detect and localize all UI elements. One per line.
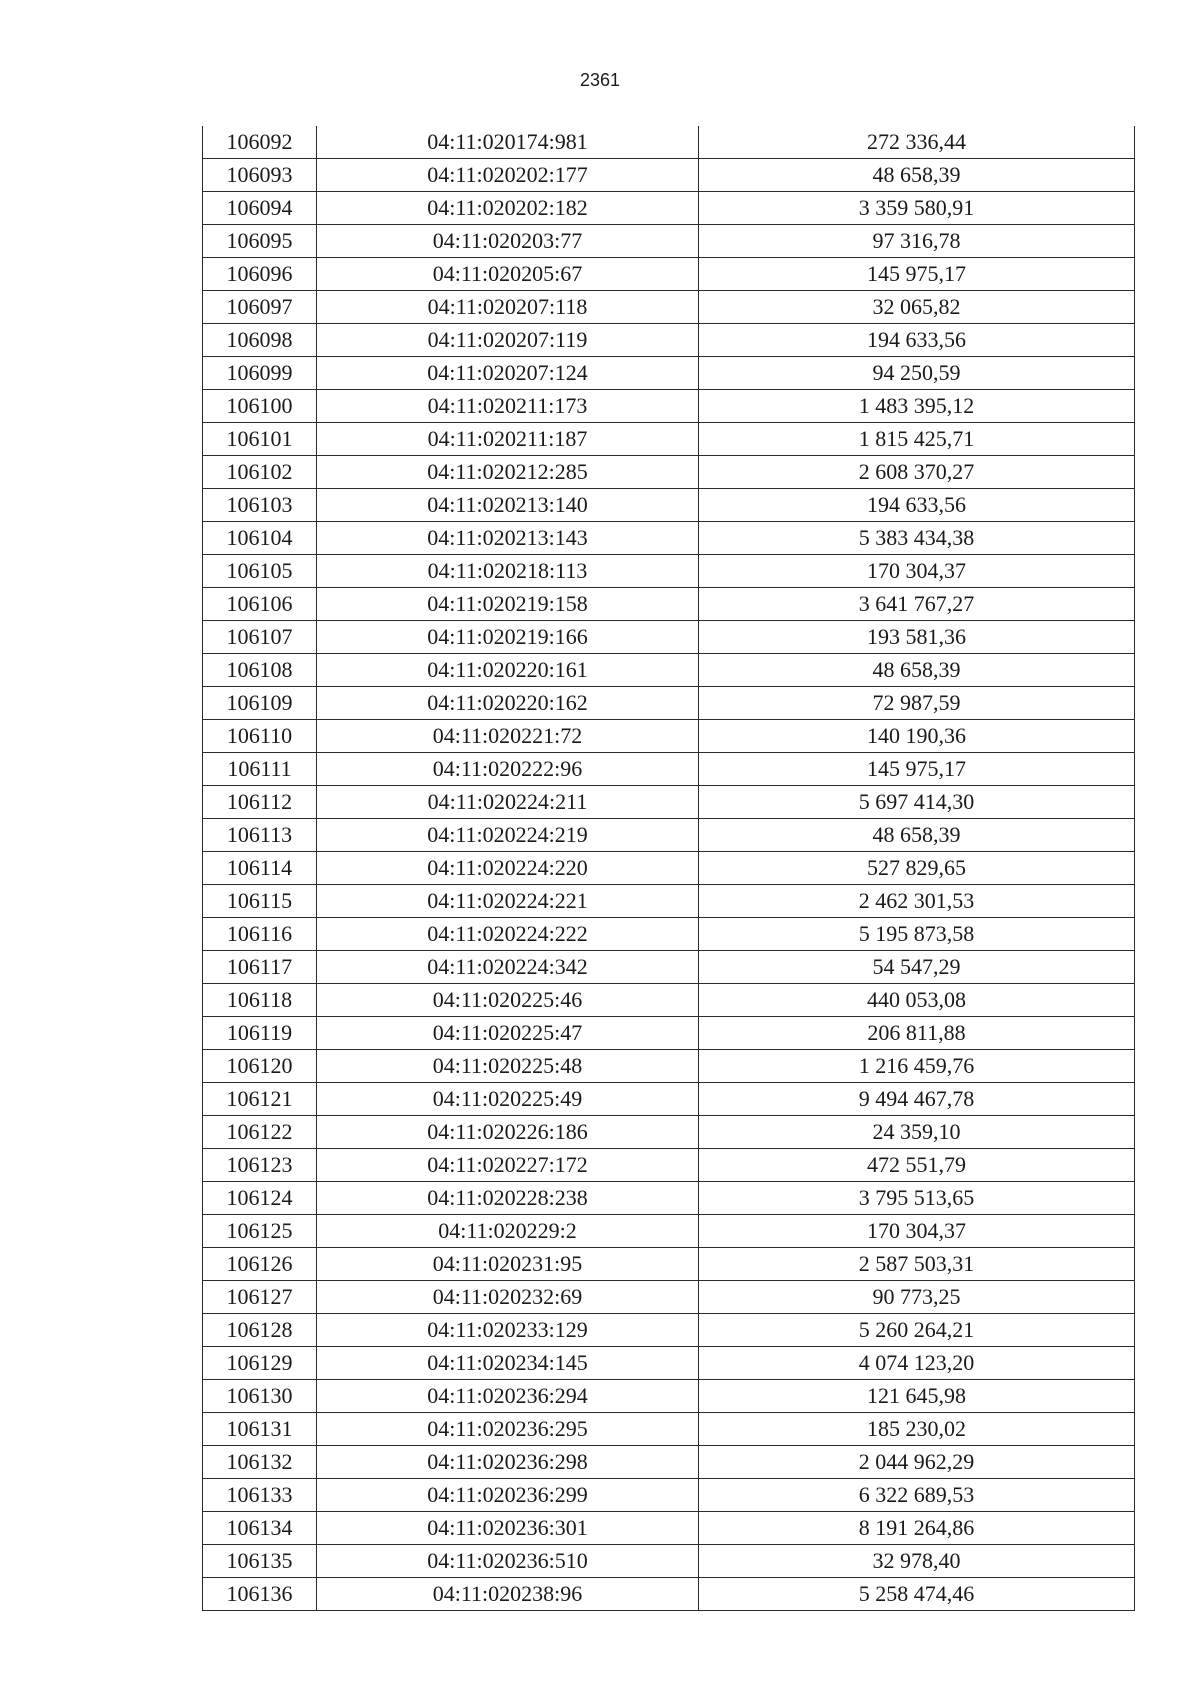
cadastral-number-cell: 04:11:020218:113 xyxy=(317,555,699,588)
cadastral-number-cell: 04:11:020207:118 xyxy=(317,291,699,324)
table-row xyxy=(203,1347,1135,1380)
amount-cell: 2 608 370,27 xyxy=(699,456,1135,489)
row-number-cell: 106105 xyxy=(203,555,317,588)
cadastral-number-cell: 04:11:020212:285 xyxy=(317,456,699,489)
table-row xyxy=(203,1512,1135,1545)
cadastral-number-cell: 04:11:020224:222 xyxy=(317,918,699,951)
cadastral-number-cell: 04:11:020236:510 xyxy=(317,1545,699,1578)
table-row xyxy=(203,1083,1135,1116)
amount-cell: 170 304,37 xyxy=(699,555,1135,588)
cadastral-number-cell: 04:11:020224:211 xyxy=(317,786,699,819)
cadastral-number-cell: 04:11:020233:129 xyxy=(317,1314,699,1347)
cadastral-number-cell: 04:11:020232:69 xyxy=(317,1281,699,1314)
amount-cell: 97 316,78 xyxy=(699,225,1135,258)
cadastral-number-cell: 04:11:020221:72 xyxy=(317,720,699,753)
table-row xyxy=(203,522,1135,555)
amount-cell: 32 978,40 xyxy=(699,1545,1135,1578)
table-row xyxy=(203,357,1135,390)
amount-cell: 48 658,39 xyxy=(699,654,1135,687)
amount-cell: 3 795 513,65 xyxy=(699,1182,1135,1215)
amount-cell: 72 987,59 xyxy=(699,687,1135,720)
cadastral-number-cell: 04:11:020205:67 xyxy=(317,258,699,291)
amount-cell: 272 336,44 xyxy=(699,126,1135,159)
amount-cell: 440 053,08 xyxy=(699,984,1135,1017)
amount-cell: 48 658,39 xyxy=(699,159,1135,192)
table-row xyxy=(203,1578,1135,1611)
amount-cell: 5 383 434,38 xyxy=(699,522,1135,555)
row-number-cell: 106116 xyxy=(203,918,317,951)
row-number-cell: 106117 xyxy=(203,951,317,984)
table-row xyxy=(203,1380,1135,1413)
amount-cell: 4 074 123,20 xyxy=(699,1347,1135,1380)
table-row xyxy=(203,423,1135,456)
table-row xyxy=(203,159,1135,192)
row-number-cell: 106112 xyxy=(203,786,317,819)
registry-table xyxy=(202,126,1135,1611)
row-number-cell: 106127 xyxy=(203,1281,317,1314)
row-number-cell: 106133 xyxy=(203,1479,317,1512)
cadastral-number-cell: 04:11:020213:140 xyxy=(317,489,699,522)
table-row xyxy=(203,1017,1135,1050)
row-number-cell: 106110 xyxy=(203,720,317,753)
cadastral-number-cell: 04:11:020236:295 xyxy=(317,1413,699,1446)
table-row xyxy=(203,192,1135,225)
cadastral-number-cell: 04:11:020238:96 xyxy=(317,1578,699,1611)
row-number-cell: 106115 xyxy=(203,885,317,918)
amount-cell: 185 230,02 xyxy=(699,1413,1135,1446)
amount-cell: 472 551,79 xyxy=(699,1149,1135,1182)
row-number-cell: 106121 xyxy=(203,1083,317,1116)
row-number-cell: 106107 xyxy=(203,621,317,654)
row-number-cell: 106098 xyxy=(203,324,317,357)
amount-cell: 24 359,10 xyxy=(699,1116,1135,1149)
table-row xyxy=(203,753,1135,786)
table-row xyxy=(203,1182,1135,1215)
table-row xyxy=(203,390,1135,423)
table-row xyxy=(203,1116,1135,1149)
row-number-cell: 106101 xyxy=(203,423,317,456)
amount-cell: 193 581,36 xyxy=(699,621,1135,654)
table-row xyxy=(203,1050,1135,1083)
cadastral-number-cell: 04:11:020213:143 xyxy=(317,522,699,555)
table-row xyxy=(203,1248,1135,1281)
amount-cell: 194 633,56 xyxy=(699,324,1135,357)
row-number-cell: 106095 xyxy=(203,225,317,258)
amount-cell: 2 587 503,31 xyxy=(699,1248,1135,1281)
table-row xyxy=(203,489,1135,522)
row-number-cell: 106099 xyxy=(203,357,317,390)
cadastral-number-cell: 04:11:020224:342 xyxy=(317,951,699,984)
cadastral-number-cell: 04:11:020225:48 xyxy=(317,1050,699,1083)
cadastral-number-cell: 04:11:020207:124 xyxy=(317,357,699,390)
amount-cell: 5 260 264,21 xyxy=(699,1314,1135,1347)
amount-cell: 2 044 962,29 xyxy=(699,1446,1135,1479)
amount-cell: 3 359 580,91 xyxy=(699,192,1135,225)
row-number-cell: 106111 xyxy=(203,753,317,786)
table-row xyxy=(203,324,1135,357)
table-row xyxy=(203,1479,1135,1512)
table-row xyxy=(203,654,1135,687)
row-number-cell: 106129 xyxy=(203,1347,317,1380)
table-row xyxy=(203,918,1135,951)
table-row xyxy=(203,819,1135,852)
amount-cell: 5 697 414,30 xyxy=(699,786,1135,819)
row-number-cell: 106126 xyxy=(203,1248,317,1281)
row-number-cell: 106123 xyxy=(203,1149,317,1182)
cadastral-number-cell: 04:11:020228:238 xyxy=(317,1182,699,1215)
row-number-cell: 106100 xyxy=(203,390,317,423)
row-number-cell: 106124 xyxy=(203,1182,317,1215)
amount-cell: 8 191 264,86 xyxy=(699,1512,1135,1545)
cadastral-number-cell: 04:11:020236:294 xyxy=(317,1380,699,1413)
row-number-cell: 106131 xyxy=(203,1413,317,1446)
cadastral-number-cell: 04:11:020219:166 xyxy=(317,621,699,654)
amount-cell: 48 658,39 xyxy=(699,819,1135,852)
table-row xyxy=(203,1281,1135,1314)
amount-cell: 145 975,17 xyxy=(699,753,1135,786)
cadastral-number-cell: 04:11:020202:177 xyxy=(317,159,699,192)
row-number-cell: 106122 xyxy=(203,1116,317,1149)
amount-cell: 90 773,25 xyxy=(699,1281,1135,1314)
row-number-cell: 106096 xyxy=(203,258,317,291)
row-number-cell: 106114 xyxy=(203,852,317,885)
cadastral-number-cell: 04:11:020211:173 xyxy=(317,390,699,423)
cadastral-number-cell: 04:11:020203:77 xyxy=(317,225,699,258)
table-row xyxy=(203,456,1135,489)
row-number-cell: 106132 xyxy=(203,1446,317,1479)
cadastral-number-cell: 04:11:020236:298 xyxy=(317,1446,699,1479)
cadastral-number-cell: 04:11:020225:49 xyxy=(317,1083,699,1116)
cadastral-number-cell: 04:11:020227:172 xyxy=(317,1149,699,1182)
cadastral-number-cell: 04:11:020229:2 xyxy=(317,1215,699,1248)
table-row xyxy=(203,885,1135,918)
cadastral-number-cell: 04:11:020211:187 xyxy=(317,423,699,456)
cadastral-number-cell: 04:11:020202:182 xyxy=(317,192,699,225)
row-number-cell: 106093 xyxy=(203,159,317,192)
table-row xyxy=(203,984,1135,1017)
table-row xyxy=(203,1314,1135,1347)
cadastral-number-cell: 04:11:020207:119 xyxy=(317,324,699,357)
table-row xyxy=(203,951,1135,984)
row-number-cell: 106108 xyxy=(203,654,317,687)
amount-cell: 94 250,59 xyxy=(699,357,1135,390)
cadastral-number-cell: 04:11:020231:95 xyxy=(317,1248,699,1281)
amount-cell: 145 975,17 xyxy=(699,258,1135,291)
row-number-cell: 106125 xyxy=(203,1215,317,1248)
cadastral-number-cell: 04:11:020224:220 xyxy=(317,852,699,885)
cadastral-number-cell: 04:11:020220:162 xyxy=(317,687,699,720)
amount-cell: 170 304,37 xyxy=(699,1215,1135,1248)
row-number-cell: 106134 xyxy=(203,1512,317,1545)
amount-cell: 194 633,56 xyxy=(699,489,1135,522)
amount-cell: 5 195 873,58 xyxy=(699,918,1135,951)
amount-cell: 527 829,65 xyxy=(699,852,1135,885)
row-number-cell: 106109 xyxy=(203,687,317,720)
table-row xyxy=(203,786,1135,819)
cadastral-number-cell: 04:11:020224:221 xyxy=(317,885,699,918)
table-row xyxy=(203,687,1135,720)
table-row xyxy=(203,1413,1135,1446)
page-number: 2361 xyxy=(579,70,621,90)
table-row xyxy=(203,1545,1135,1578)
table-row xyxy=(203,621,1135,654)
row-number-cell: 106094 xyxy=(203,192,317,225)
amount-cell: 6 322 689,53 xyxy=(699,1479,1135,1512)
row-number-cell: 106128 xyxy=(203,1314,317,1347)
amount-cell: 54 547,29 xyxy=(699,951,1135,984)
table-row xyxy=(203,720,1135,753)
row-number-cell: 106135 xyxy=(203,1545,317,1578)
cadastral-number-cell: 04:11:020226:186 xyxy=(317,1116,699,1149)
cadastral-number-cell: 04:11:020224:219 xyxy=(317,819,699,852)
cadastral-number-cell: 04:11:020219:158 xyxy=(317,588,699,621)
table-row xyxy=(203,1446,1135,1479)
table-row xyxy=(203,555,1135,588)
cadastral-number-cell: 04:11:020234:145 xyxy=(317,1347,699,1380)
table-row xyxy=(203,225,1135,258)
cadastral-number-cell: 04:11:020225:46 xyxy=(317,984,699,1017)
amount-cell: 32 065,82 xyxy=(699,291,1135,324)
row-number-cell: 106106 xyxy=(203,588,317,621)
amount-cell: 1 815 425,71 xyxy=(699,423,1135,456)
table-row xyxy=(203,588,1135,621)
cadastral-number-cell: 04:11:020225:47 xyxy=(317,1017,699,1050)
table-row xyxy=(203,258,1135,291)
amount-cell: 140 190,36 xyxy=(699,720,1135,753)
cadastral-number-cell: 04:11:020236:299 xyxy=(317,1479,699,1512)
amount-cell: 2 462 301,53 xyxy=(699,885,1135,918)
amount-cell: 1 483 395,12 xyxy=(699,390,1135,423)
row-number-cell: 106103 xyxy=(203,489,317,522)
amount-cell: 9 494 467,78 xyxy=(699,1083,1135,1116)
row-number-cell: 106118 xyxy=(203,984,317,1017)
table-row xyxy=(203,1215,1135,1248)
cadastral-number-cell: 04:11:020222:96 xyxy=(317,753,699,786)
row-number-cell: 106113 xyxy=(203,819,317,852)
amount-cell: 5 258 474,46 xyxy=(699,1578,1135,1611)
row-number-cell: 106119 xyxy=(203,1017,317,1050)
table-row xyxy=(203,291,1135,324)
amount-cell: 3 641 767,27 xyxy=(699,588,1135,621)
table-row xyxy=(203,852,1135,885)
row-number-cell: 106130 xyxy=(203,1380,317,1413)
row-number-cell: 106104 xyxy=(203,522,317,555)
row-number-cell: 106120 xyxy=(203,1050,317,1083)
table-row xyxy=(203,1149,1135,1182)
row-number-cell: 106102 xyxy=(203,456,317,489)
row-number-cell: 106092 xyxy=(203,126,317,159)
cadastral-number-cell: 04:11:020174:981 xyxy=(317,126,699,159)
registry-table-body xyxy=(203,126,1135,1611)
row-number-cell: 106097 xyxy=(203,291,317,324)
cadastral-number-cell: 04:11:020236:301 xyxy=(317,1512,699,1545)
row-number-cell: 106136 xyxy=(203,1578,317,1611)
amount-cell: 206 811,88 xyxy=(699,1017,1135,1050)
amount-cell: 121 645,98 xyxy=(699,1380,1135,1413)
table-row xyxy=(203,126,1135,159)
amount-cell: 1 216 459,76 xyxy=(699,1050,1135,1083)
cadastral-number-cell: 04:11:020220:161 xyxy=(317,654,699,687)
